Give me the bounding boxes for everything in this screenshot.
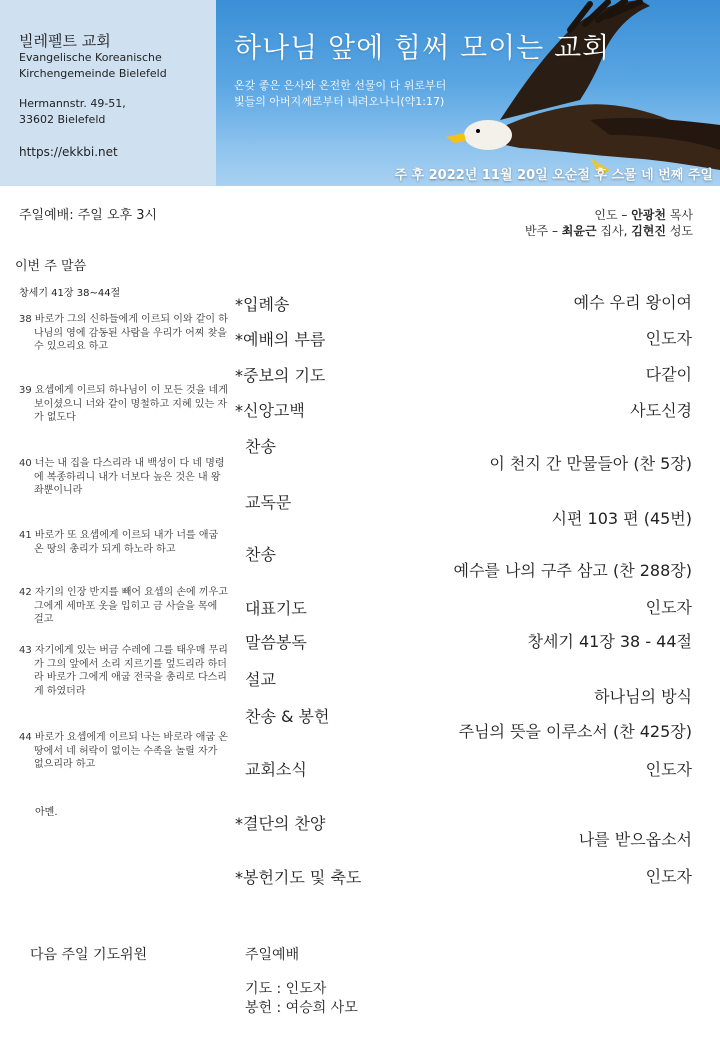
- order-value: 사도신경: [630, 401, 692, 420]
- order-value: 시편 103 편 (45번): [551, 509, 692, 528]
- order-label: 찬송: [245, 437, 276, 456]
- order-value: 인도자: [645, 760, 692, 779]
- order-label: *예배의 부름: [235, 330, 326, 349]
- scripture-verse: 43 자기에게 있는 버금 수레에 그를 태우매 무리가 그의 앞에서 소리 지르기를 엎드리라 하더라 바로가 그에게 애굽 전국을 총리로 다스리게 하였더라: [19, 645, 228, 697]
- order-value: 하나님의 방식: [594, 687, 692, 706]
- accompanist-title-2: 성도: [666, 224, 693, 238]
- accompanist-title-1: 집사,: [596, 224, 632, 238]
- order-label: 교독문: [245, 493, 292, 512]
- leader-title: 목사: [666, 208, 693, 222]
- order-label: *봉헌기도 및 축도: [235, 868, 362, 887]
- church-name-german-line2: Kirchengemeinde Bielefeld: [19, 67, 167, 80]
- order-label: *입례송: [235, 295, 290, 314]
- address-line2: 33602 Bielefeld: [19, 113, 106, 126]
- banner-title: 하나님 앞에 힘써 모이는 교회: [234, 31, 611, 64]
- order-value: 인도자: [645, 329, 692, 348]
- scripture-verse: 40 너는 내 집을 다스리라 내 백성이 다 네 명령에 복종하리니 내가 너보다 높은 것은 내 왕좌뿐이니라: [19, 458, 225, 496]
- scripture-verse: 41 바로가 또 요셉에게 이르되 내가 너를 애굽 온 땅의 총리가 되게 하노라 하고: [19, 530, 219, 555]
- amen: 아멘.: [35, 807, 58, 818]
- order-value: 인도자: [645, 598, 692, 617]
- service-date: 주 후 2022년 11월 20일 오순절 후 스물 네 번째 주일: [394, 168, 713, 183]
- order-label: 대표기도: [245, 599, 307, 618]
- service-time: 주일예배: 주일 오후 3시: [19, 208, 158, 223]
- order-value: 인도자: [645, 867, 692, 886]
- accompanist-name-2: 김현진: [631, 224, 666, 238]
- order-label: *중보의 기도: [235, 366, 326, 385]
- address-line1: Hermannstr. 49-51,: [19, 97, 126, 110]
- order-value: 이 천지 간 만물들아 (찬 5장): [489, 454, 692, 473]
- order-label: 설교: [245, 670, 276, 689]
- order-label: 찬송: [245, 545, 276, 564]
- order-value: 예수를 나의 구주 삼고 (찬 288장): [453, 561, 692, 580]
- order-value: 나를 받으옵소서: [578, 830, 692, 849]
- website-url: https://ekkbi.net: [19, 145, 118, 159]
- scripture-verse: 38 바로가 그의 신하들에게 이르되 이와 같이 하나님의 영에 감동된 사람을 우리가 어찌 찾을 수 있으리요 하고: [19, 314, 228, 352]
- scripture-verse: 39 요셉에게 이르되 하나님이 이 모든 것을 네게 보이셨으니 너와 같이 명철하고 지혜 있는 자가 없도다: [19, 385, 228, 423]
- scripture-verse: 42 자기의 인장 반지를 빼어 요셉의 손에 끼우고 그에게 세마포 옷을 입히고 금 사슬을 목에 걸고: [19, 587, 228, 625]
- sunday-service-label: 주일예배: [245, 947, 300, 963]
- banner-verse-line1: 온갖 좋은 은사와 온전한 선물이 다 위로부터: [234, 79, 447, 92]
- scripture-verse: 44 바로가 요셉에게 이르되 나는 바로라 애굽 온 땅에서 네 허락이 없이는 수족을 놀릴 자가 없으리라 하고: [19, 732, 228, 770]
- church-name: 빌레펠트 교회: [19, 32, 111, 50]
- order-label: *결단의 찬양: [235, 814, 326, 833]
- scripture-heading: 이번 주 말씀: [15, 259, 87, 274]
- accompanist-line: [525, 222, 693, 239]
- order-label: 찬송 & 봉헌: [245, 707, 330, 726]
- prayer-assignee: 기도 : 인도자: [245, 981, 327, 997]
- order-label: 교회소식: [245, 760, 307, 779]
- banner-verse-line2: 빛들의 아버지께로부터 내려오나니(약1:17): [234, 95, 445, 108]
- next-week-prayer-heading: 다음 주일 기도위원: [30, 947, 148, 963]
- accompanist-role: 반주 –: [524, 224, 562, 238]
- leader-name: 안광천: [631, 208, 666, 222]
- order-value: 다같이: [645, 365, 692, 384]
- order-label: *신앙고백: [235, 401, 305, 420]
- order-value: 예수 우리 왕이여: [573, 293, 692, 312]
- leader-role: 인도 –: [594, 208, 632, 222]
- church-name-german-line1: Evangelische Koreanische: [19, 51, 162, 64]
- accompanist-name-1: 최윤근: [561, 224, 597, 238]
- scripture-reference: 창세기 41장 38~44절: [19, 288, 121, 299]
- order-value: 주님의 뜻을 이루소서 (찬 425장): [458, 722, 692, 741]
- leader-line: [594, 206, 693, 223]
- order-label: 말씀봉독: [245, 633, 307, 652]
- order-value: 창세기 41장 38 - 44절: [527, 632, 692, 651]
- offering-assignee: 봉헌 : 여승희 사모: [245, 1000, 358, 1016]
